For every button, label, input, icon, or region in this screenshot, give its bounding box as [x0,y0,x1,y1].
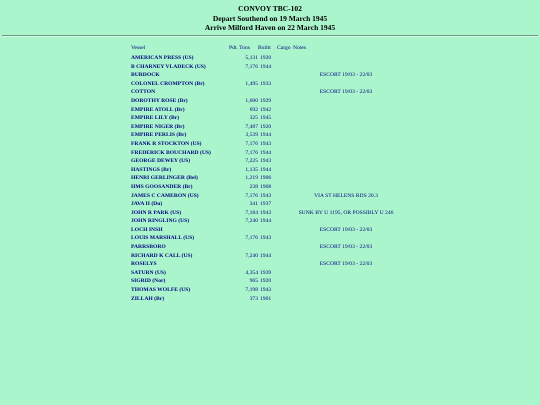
tonnage: 7,176 [245,149,258,156]
year-built: 1920 [260,123,272,130]
vessel-name: LOCH INSH [131,226,163,233]
notes: SUNK BY U 1195, OR POSSIBLY U 246 [298,209,394,216]
tonnage: 1,600 [245,97,258,104]
year-built: 1944 [260,166,272,173]
arrive-line: Arrive Milford Haven on 22 March 1945 [204,23,336,32]
table-row [0,286,540,295]
col-vessel: Vessel [131,45,146,51]
year-built: 1937 [260,201,272,208]
vessel-name: EMPIRE NIGER (Br) [131,123,185,130]
year-built: 1901 [260,295,272,302]
vessel-name: RICHARD K CALL (US) [131,252,193,259]
notes: ESCORT 19/03 - 22/03 [319,72,373,79]
table-row [0,54,540,63]
header-divider [2,35,538,37]
tonnage: 7,184 [245,209,258,216]
tonnage: 7,176 [245,235,258,242]
table-row [0,252,540,261]
vessel-name: HMS GOOSANDER (Br) [131,183,193,190]
tonnage: 238 [249,183,258,190]
table-row [0,157,540,166]
year-built: 1933 [260,80,272,87]
tonnage: 692 [249,106,258,113]
vessel-name: PARRSBORO [131,244,166,251]
vessel-name: FREDERICK BOUCHARD (US) [131,149,211,156]
table-row [0,166,540,175]
vessel-name: DOROTHY ROSE (Br) [131,97,188,104]
year-built: 1939 [260,269,272,276]
year-built: 1944 [260,149,272,156]
table-row [0,234,540,243]
year-built: 1944 [260,132,272,139]
vessel-name: SIGRID (Nor) [131,278,166,285]
vessel-name: FRANK R STOCKTON (US) [131,140,202,147]
year-built: 1945 [260,115,272,122]
vessel-name: EMPIRE PERLIS (Br) [131,132,187,139]
table-row [0,277,540,286]
vessel-name: THOMAS WOLFE (US) [131,287,191,294]
tonnage: 1,135 [245,166,258,173]
tonnage: 7,176 [245,63,258,70]
table-row [0,140,540,149]
vessel-name: JAVA II (Du) [131,201,163,208]
table-row [0,200,540,209]
vessel-name: B CHARNEY VLADECK (US) [131,63,206,70]
table-row [0,269,540,278]
vessel-name: LOUIS MARSHALL (US) [131,235,195,242]
table-row [0,97,540,106]
year-built: 1943 [260,209,272,216]
tonnage: 4,354 [245,269,258,276]
vessel-name: COLONEL CROMPTON (Br) [131,80,205,87]
tonnage: 1,495 [245,80,258,87]
table-row [0,260,540,269]
tonnage: 965 [249,278,258,285]
col-built: Builtt [258,45,271,51]
tonnage: 341 [249,201,258,208]
year-built: 1943 [260,235,272,242]
year-built: 1929 [260,97,272,104]
table-row [0,71,540,80]
vessel-name: ROSELYS [131,261,157,268]
col-cargo: Cargo [277,45,291,51]
notes: ESCORT 19/03 - 22/03 [319,261,373,268]
table-row [0,183,540,192]
vessel-name: BURDOCK [131,72,160,79]
vessel-name: HASTINGS (Br) [131,166,172,173]
vessel-name: JOHN RINGLING (US) [131,218,190,225]
table-row [0,295,540,304]
page-header [0,4,540,33]
table-row [0,174,540,183]
vessel-name: AMERICAN PRESS (US) [131,55,194,61]
tonnage: 5,131 [245,55,258,61]
tonnage: 1,219 [245,175,258,182]
vessel-name: HENRI GERLINGER (Bel) [131,175,198,182]
tonnage: 325 [249,115,258,122]
notes: VIA ST HELENS RDS 20.3 [314,192,378,199]
tonnage: 7,198 [245,287,258,294]
tonnage: 7,240 [245,218,258,225]
table-row [0,88,540,97]
table-row [0,226,540,235]
tonnage: 7,240 [245,252,258,259]
notes: ESCORT 19/03 - 22/03 [319,244,373,251]
tonnage: 7,225 [245,158,258,165]
year-built: 1920 [260,278,272,285]
year-built: 1943 [260,287,272,294]
year-built: 1943 [260,158,272,165]
year-built: 1908 [260,183,272,190]
year-built: 1942 [260,106,272,113]
vessel-name: EMPIRE ATOLL (Br) [131,106,185,113]
year-built: 1944 [260,218,272,225]
table-row [0,106,540,115]
table-row [0,243,540,252]
vessel-name: JAMES C CAMERON (US) [131,192,199,199]
table-row [0,114,540,123]
convoy-title: CONVOY TBC-102 [238,4,302,13]
col-tons: Pdt. Tons [229,45,250,51]
depart-line: Depart Southend on 19 March 1945 [212,13,328,23]
year-built: 1944 [260,63,272,70]
tonnage: 7,176 [245,140,258,147]
vessel-name: GEORGE DEWEY (US) [131,158,191,165]
notes: ESCORT 19/03 - 22/03 [319,89,373,96]
col-notes: Notes [293,45,307,51]
vessel-name: COTTON [131,89,156,96]
year-built: 1944 [260,252,272,259]
vessel-name: ZILLAH (Br) [131,295,165,302]
tonnage: 7,176 [245,192,258,199]
vessel-name: EMPIRE LILY (Br) [131,115,180,122]
convoy-table [0,54,540,303]
tonnage: 7,487 [245,123,258,130]
vessel-name: SATURN (US) [131,269,166,276]
table-row [0,209,540,218]
vessel-name: JOHN R PARK (US) [131,209,182,216]
table-row [0,192,540,201]
table-row [0,131,540,140]
table-row [0,217,540,226]
year-built: 1943 [260,140,272,147]
notes: ESCORT 19/03 - 22/03 [319,226,373,233]
table-row [0,80,540,89]
year-built: 1943 [260,192,272,199]
tonnage: 373 [249,295,258,302]
table-row [0,123,540,132]
tonnage: 3,539 [245,132,258,139]
table-row [0,63,540,72]
year-built: 1920 [260,55,272,61]
year-built: 1906 [260,175,272,182]
table-row [0,149,540,158]
